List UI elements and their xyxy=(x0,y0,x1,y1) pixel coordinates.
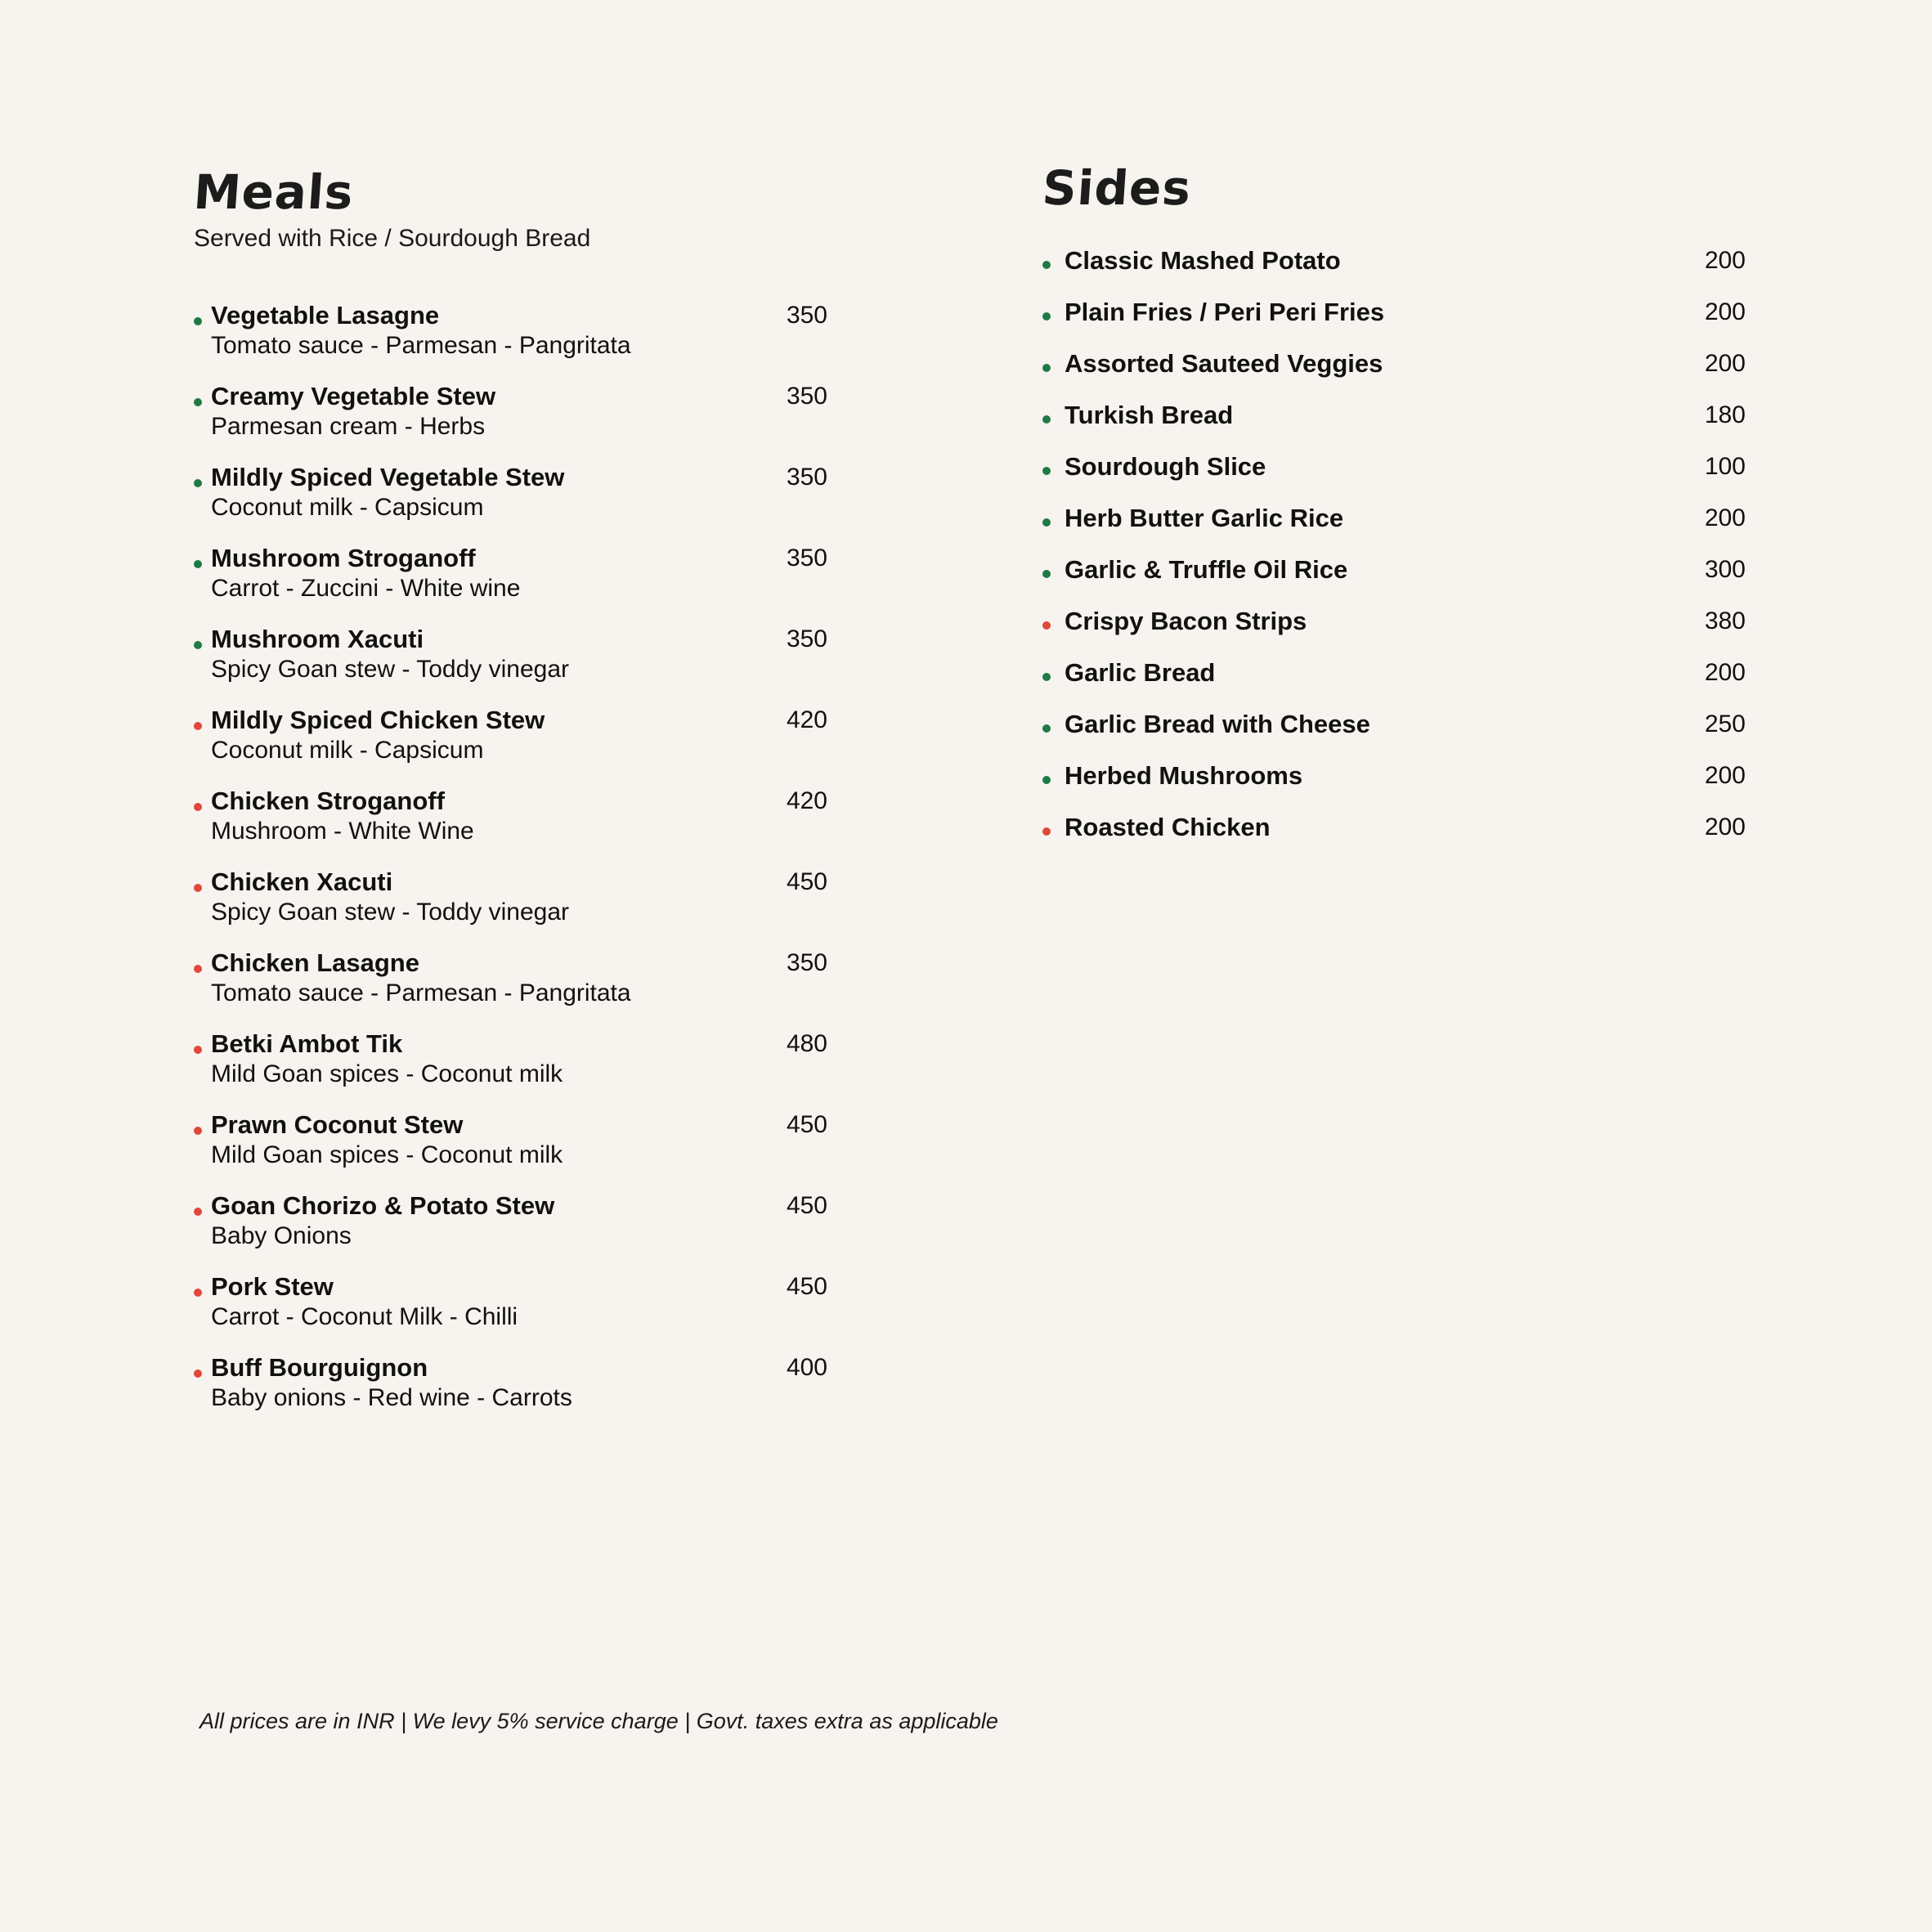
veg-indicator-icon xyxy=(1042,570,1051,578)
sides-section xyxy=(1042,159,1746,864)
item-name: Herbed Mushrooms xyxy=(1065,761,1303,790)
side-list-item xyxy=(1042,761,1746,813)
item-description: Mild Goan spices - Coconut milk xyxy=(211,1141,563,1168)
item-price: 450 xyxy=(786,1111,827,1138)
side-list-item xyxy=(1042,658,1746,710)
item-description: Tomato sauce - Parmesan - Pangritata xyxy=(211,979,631,1006)
veg-indicator-icon xyxy=(1042,312,1051,321)
veg-indicator-icon xyxy=(194,479,202,487)
meal-list-item xyxy=(194,787,848,867)
meal-list-item xyxy=(194,1029,848,1110)
item-name: Crispy Bacon Strips xyxy=(1065,607,1307,635)
item-name: Mildly Spiced Vegetable Stew xyxy=(211,463,565,491)
nonveg-indicator-icon xyxy=(194,803,202,811)
veg-indicator-icon xyxy=(194,317,202,325)
sides-list xyxy=(1042,246,1746,864)
side-list-item xyxy=(1042,246,1746,298)
side-list-item xyxy=(1042,452,1746,504)
side-list-item xyxy=(1042,298,1746,349)
item-price: 200 xyxy=(1704,247,1746,274)
meal-list-item xyxy=(194,1191,848,1272)
veg-indicator-icon xyxy=(194,560,202,568)
item-name: Garlic Bread with Cheese xyxy=(1065,710,1370,738)
item-price: 350 xyxy=(786,383,827,410)
veg-indicator-icon xyxy=(1042,261,1051,269)
item-description: Mushroom - White Wine xyxy=(211,818,474,845)
item-description: Mild Goan spices - Coconut milk xyxy=(211,1060,563,1087)
item-description: Carrot - Coconut Milk - Chilli xyxy=(211,1303,518,1330)
item-price: 350 xyxy=(786,545,827,572)
meal-list-item xyxy=(194,867,848,948)
veg-indicator-icon xyxy=(1042,518,1051,527)
item-description: Tomato sauce - Parmesan - Pangritata xyxy=(211,332,631,359)
side-list-item xyxy=(1042,504,1746,555)
nonveg-indicator-icon xyxy=(194,1208,202,1216)
meals-subtitle: Served with Rice / Sourdough Bread xyxy=(194,225,591,252)
nonveg-indicator-icon xyxy=(194,722,202,730)
meal-list-item xyxy=(194,625,848,706)
item-price: 100 xyxy=(1704,453,1746,480)
item-name: Garlic & Truffle Oil Rice xyxy=(1065,555,1348,584)
item-price: 400 xyxy=(786,1354,827,1381)
item-price: 450 xyxy=(786,868,827,895)
meal-list-item xyxy=(194,1353,848,1434)
item-price: 350 xyxy=(786,464,827,491)
veg-indicator-icon xyxy=(1042,776,1051,784)
item-price: 450 xyxy=(786,1273,827,1300)
veg-indicator-icon xyxy=(1042,724,1051,733)
nonveg-indicator-icon xyxy=(194,965,202,973)
item-price: 180 xyxy=(1704,401,1746,428)
item-description: Carrot - Zuccini - White wine xyxy=(211,575,521,602)
item-name: Chicken Stroganoff xyxy=(211,787,445,815)
item-name: Mildly Spiced Chicken Stew xyxy=(211,706,545,734)
meal-list-item xyxy=(194,463,848,544)
item-price: 200 xyxy=(1704,504,1746,531)
item-price: 420 xyxy=(786,787,827,814)
side-list-item xyxy=(1042,710,1746,761)
nonveg-indicator-icon xyxy=(194,884,202,892)
item-name: Chicken Xacuti xyxy=(211,867,393,896)
meals-section xyxy=(191,164,848,1434)
side-list-item xyxy=(1042,401,1746,452)
meals-title: Meals xyxy=(191,164,356,220)
item-price: 200 xyxy=(1704,350,1746,377)
meal-list-item xyxy=(194,382,848,463)
item-description: Coconut milk - Capsicum xyxy=(211,737,484,764)
side-list-item xyxy=(1042,349,1746,401)
veg-indicator-icon xyxy=(194,641,202,649)
side-list-item xyxy=(1042,607,1746,658)
item-price: 350 xyxy=(786,302,827,329)
item-name: Classic Mashed Potato xyxy=(1065,246,1341,275)
item-name: Plain Fries / Peri Peri Fries xyxy=(1065,298,1385,326)
item-description: Parmesan cream - Herbs xyxy=(211,413,486,440)
item-name: Mushroom Xacuti xyxy=(211,625,424,653)
veg-indicator-icon xyxy=(1042,673,1051,681)
side-list-item xyxy=(1042,555,1746,607)
item-price: 350 xyxy=(786,625,827,652)
item-price: 300 xyxy=(1704,556,1746,583)
item-description: Spicy Goan stew - Toddy vinegar xyxy=(211,656,570,683)
pricing-footer-note: All prices are in INR | We levy 5% service charge | Govt. taxes extra as applicable xyxy=(199,1709,998,1733)
item-name: Betki Ambot Tik xyxy=(211,1029,403,1058)
veg-indicator-icon xyxy=(194,398,202,406)
item-name: Sourdough Slice xyxy=(1065,452,1266,481)
item-name: Garlic Bread xyxy=(1065,658,1216,687)
item-name: Goan Chorizo & Potato Stew xyxy=(211,1191,555,1220)
item-price: 200 xyxy=(1704,659,1746,686)
meal-list-item xyxy=(194,948,848,1029)
item-name: Buff Bourguignon xyxy=(211,1353,428,1382)
item-price: 380 xyxy=(1704,607,1746,634)
meal-list-item xyxy=(194,706,848,787)
item-name: Assorted Sauteed Veggies xyxy=(1065,349,1383,378)
nonveg-indicator-icon xyxy=(194,1046,202,1054)
nonveg-indicator-icon xyxy=(194,1369,202,1378)
meal-list-item xyxy=(194,1272,848,1353)
item-name: Creamy Vegetable Stew xyxy=(211,382,496,410)
item-description: Baby Onions xyxy=(211,1222,352,1249)
nonveg-indicator-icon xyxy=(194,1127,202,1135)
item-price: 200 xyxy=(1704,814,1746,840)
side-list-item xyxy=(1042,813,1746,864)
item-description: Coconut milk - Capsicum xyxy=(211,494,484,521)
item-name: Prawn Coconut Stew xyxy=(211,1110,464,1139)
item-price: 480 xyxy=(786,1030,827,1057)
sides-title: Sides xyxy=(1040,160,1194,216)
veg-indicator-icon xyxy=(1042,467,1051,475)
meals-list xyxy=(194,301,848,1434)
item-name: Turkish Bread xyxy=(1065,401,1234,429)
item-name: Herb Butter Garlic Rice xyxy=(1065,504,1344,532)
item-name: Vegetable Lasagne xyxy=(211,301,440,329)
meal-list-item xyxy=(194,544,848,625)
nonveg-indicator-icon xyxy=(1042,621,1051,630)
item-name: Mushroom Stroganoff xyxy=(211,544,476,572)
item-price: 250 xyxy=(1704,710,1746,737)
item-price: 350 xyxy=(786,949,827,976)
item-price: 420 xyxy=(786,706,827,733)
item-price: 200 xyxy=(1704,762,1746,789)
meal-list-item xyxy=(194,1110,848,1191)
item-name: Roasted Chicken xyxy=(1065,813,1271,841)
nonveg-indicator-icon xyxy=(1042,827,1051,836)
item-name: Pork Stew xyxy=(211,1272,334,1301)
veg-indicator-icon xyxy=(1042,364,1051,372)
item-description: Baby onions - Red wine - Carrots xyxy=(211,1384,572,1411)
meal-list-item xyxy=(194,301,848,382)
item-name: Chicken Lasagne xyxy=(211,948,419,977)
item-price: 450 xyxy=(786,1192,827,1219)
item-description: Spicy Goan stew - Toddy vinegar xyxy=(211,899,570,926)
item-price: 200 xyxy=(1704,298,1746,325)
nonveg-indicator-icon xyxy=(194,1289,202,1297)
veg-indicator-icon xyxy=(1042,415,1051,424)
